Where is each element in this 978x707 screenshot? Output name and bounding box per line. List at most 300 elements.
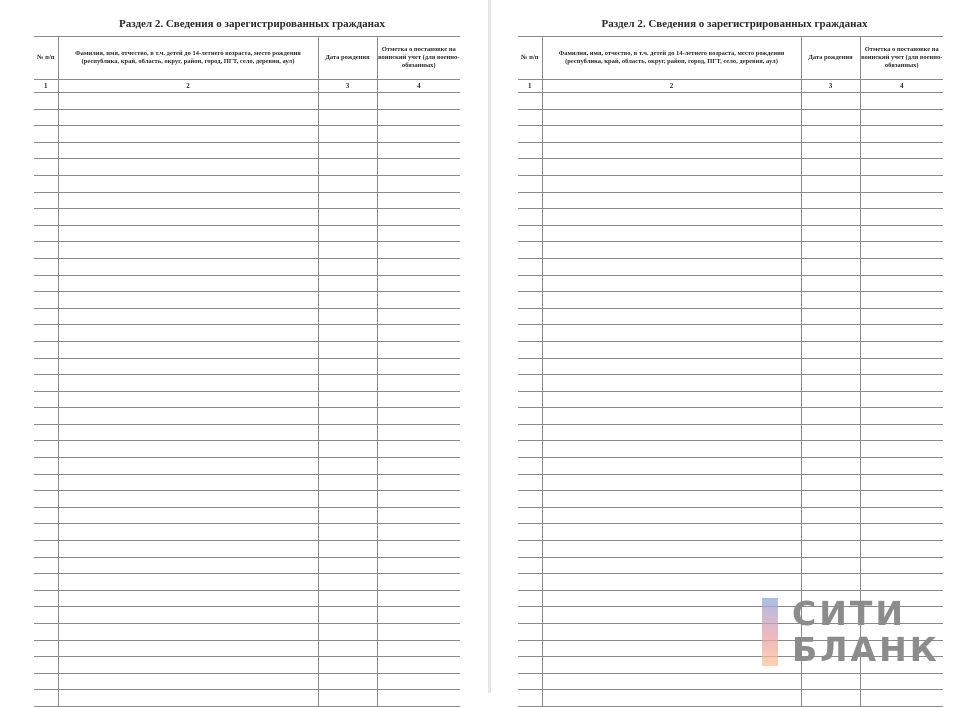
blank-cell bbox=[58, 607, 318, 624]
blank-cell bbox=[318, 574, 377, 591]
blank-cell bbox=[860, 358, 943, 375]
blank-cell bbox=[542, 391, 801, 408]
blank-cell bbox=[801, 225, 860, 242]
blank-cell bbox=[860, 574, 943, 591]
header-row bbox=[34, 37, 460, 80]
logo-text-line-1: СИТИ bbox=[792, 594, 906, 633]
blank-cell bbox=[34, 341, 58, 358]
blank-table-row bbox=[34, 209, 460, 226]
column-header-number: № п/п bbox=[518, 37, 542, 80]
blank-table-row bbox=[34, 574, 460, 591]
blank-cell bbox=[801, 308, 860, 325]
blank-table-row bbox=[34, 391, 460, 408]
blank-cell bbox=[58, 275, 318, 292]
blank-table-row bbox=[34, 408, 460, 425]
blank-cell bbox=[318, 209, 377, 226]
blank-cell bbox=[542, 408, 801, 425]
blank-cell bbox=[34, 657, 58, 674]
blank-cell bbox=[377, 358, 460, 375]
blank-cell bbox=[518, 175, 542, 192]
blank-cell bbox=[377, 640, 460, 657]
blank-cell bbox=[542, 375, 801, 392]
citizens-register-table bbox=[34, 36, 460, 707]
blank-cell bbox=[318, 275, 377, 292]
blank-cell bbox=[34, 242, 58, 259]
blank-cell bbox=[860, 408, 943, 425]
blank-cell bbox=[518, 424, 542, 441]
blank-cell bbox=[58, 424, 318, 441]
blank-cell bbox=[542, 109, 801, 126]
blank-cell bbox=[318, 375, 377, 392]
blank-table-row bbox=[34, 524, 460, 541]
blank-cell bbox=[518, 209, 542, 226]
blank-cell bbox=[34, 590, 58, 607]
blank-cell bbox=[58, 242, 318, 259]
blank-cell bbox=[318, 358, 377, 375]
blank-table-row bbox=[34, 275, 460, 292]
column-header-military-registration: Отметка о постановке на воинский учет (для военно-обязанных) bbox=[377, 37, 460, 80]
blank-cell bbox=[542, 159, 801, 176]
blank-cell bbox=[58, 408, 318, 425]
blank-table-row bbox=[34, 590, 460, 607]
blank-cell bbox=[34, 175, 58, 192]
blank-table-row bbox=[518, 325, 943, 342]
blank-cell bbox=[377, 258, 460, 275]
blank-table-row bbox=[518, 690, 943, 707]
blank-cell bbox=[58, 209, 318, 226]
blank-cell bbox=[860, 690, 943, 707]
blank-cell bbox=[542, 524, 801, 541]
blank-cell bbox=[801, 209, 860, 226]
blank-table-row bbox=[518, 308, 943, 325]
blank-cell bbox=[34, 690, 58, 707]
blank-cell bbox=[377, 375, 460, 392]
blank-cell bbox=[518, 640, 542, 657]
blank-cell bbox=[542, 325, 801, 342]
blank-cell bbox=[377, 624, 460, 641]
blank-cell bbox=[377, 690, 460, 707]
blank-cell bbox=[34, 391, 58, 408]
blank-cell bbox=[518, 275, 542, 292]
blank-cell bbox=[801, 126, 860, 143]
blank-cell bbox=[318, 541, 377, 558]
blank-table-row bbox=[518, 292, 943, 309]
blank-table-row bbox=[518, 673, 943, 690]
blank-cell bbox=[518, 657, 542, 674]
blank-cell bbox=[377, 491, 460, 508]
blank-cell bbox=[377, 275, 460, 292]
blank-cell bbox=[318, 93, 377, 110]
column-header-birth-date: Дата рождения bbox=[801, 37, 860, 80]
blank-cell bbox=[377, 424, 460, 441]
blank-cell bbox=[518, 358, 542, 375]
blank-cell bbox=[318, 673, 377, 690]
blank-cell bbox=[518, 491, 542, 508]
blank-table-row bbox=[518, 275, 943, 292]
blank-cell bbox=[518, 541, 542, 558]
blank-cell bbox=[318, 258, 377, 275]
blank-cell bbox=[860, 109, 943, 126]
blank-table-row bbox=[518, 142, 943, 159]
blank-cell bbox=[860, 258, 943, 275]
blank-cell bbox=[34, 258, 58, 275]
blank-cell bbox=[801, 557, 860, 574]
blank-cell bbox=[801, 341, 860, 358]
blank-cell bbox=[801, 491, 860, 508]
blank-cell bbox=[860, 524, 943, 541]
column-number-row bbox=[518, 80, 943, 93]
blank-cell bbox=[34, 491, 58, 508]
section-title: Раздел 2. Сведения о зарегистрированных гражданах bbox=[601, 18, 868, 30]
blank-cell bbox=[318, 142, 377, 159]
blank-table-row bbox=[34, 126, 460, 143]
blank-table-row bbox=[34, 325, 460, 342]
blank-cell bbox=[58, 673, 318, 690]
blank-cell bbox=[518, 159, 542, 176]
blank-cell bbox=[801, 441, 860, 458]
blank-cell bbox=[34, 142, 58, 159]
blank-cell bbox=[34, 441, 58, 458]
blank-cell bbox=[542, 126, 801, 143]
blank-cell bbox=[801, 159, 860, 176]
blank-cell bbox=[58, 491, 318, 508]
blank-cell bbox=[542, 541, 801, 558]
blank-cell bbox=[318, 341, 377, 358]
blank-cell bbox=[377, 391, 460, 408]
blank-table-row bbox=[34, 93, 460, 110]
blank-cell bbox=[518, 590, 542, 607]
blank-cell bbox=[318, 325, 377, 342]
blank-table-row bbox=[34, 175, 460, 192]
blank-cell bbox=[801, 93, 860, 110]
blank-cell bbox=[801, 690, 860, 707]
blank-cell bbox=[542, 557, 801, 574]
blank-cell bbox=[58, 325, 318, 342]
blank-cell bbox=[377, 341, 460, 358]
blank-cell bbox=[801, 292, 860, 309]
blank-cell bbox=[801, 242, 860, 259]
blank-cell bbox=[860, 175, 943, 192]
blank-cell bbox=[58, 657, 318, 674]
blank-cell bbox=[34, 507, 58, 524]
blank-table-row bbox=[34, 673, 460, 690]
blank-cell bbox=[58, 474, 318, 491]
blank-cell bbox=[542, 175, 801, 192]
blank-cell bbox=[542, 275, 801, 292]
blank-table-row bbox=[34, 557, 460, 574]
blank-cell bbox=[318, 192, 377, 209]
blank-table-row bbox=[518, 375, 943, 392]
blank-table-row bbox=[518, 491, 943, 508]
blank-cell bbox=[542, 458, 801, 475]
blank-cell bbox=[542, 341, 801, 358]
blank-cell bbox=[801, 574, 860, 591]
column-number: 1 bbox=[518, 80, 542, 93]
column-number: 2 bbox=[542, 80, 801, 93]
blank-cell bbox=[518, 441, 542, 458]
blank-table-row bbox=[518, 358, 943, 375]
column-number: 3 bbox=[318, 80, 377, 93]
blank-table-row bbox=[518, 175, 943, 192]
blank-cell bbox=[377, 524, 460, 541]
blank-cell bbox=[318, 109, 377, 126]
blank-table-row bbox=[34, 507, 460, 524]
blank-cell bbox=[318, 292, 377, 309]
blank-cell bbox=[34, 159, 58, 176]
blank-table-row bbox=[34, 458, 460, 475]
blank-cell bbox=[542, 225, 801, 242]
blank-table-row bbox=[518, 574, 943, 591]
blank-table-row bbox=[518, 242, 943, 259]
blank-cell bbox=[518, 225, 542, 242]
left-page bbox=[0, 0, 488, 693]
blank-cell bbox=[34, 275, 58, 292]
blank-table-row bbox=[518, 159, 943, 176]
blank-cell bbox=[860, 292, 943, 309]
blank-cell bbox=[318, 524, 377, 541]
header-row bbox=[518, 37, 943, 80]
blank-cell bbox=[318, 408, 377, 425]
blank-table-row bbox=[518, 557, 943, 574]
blank-cell bbox=[58, 507, 318, 524]
blank-cell bbox=[34, 292, 58, 309]
blank-cell bbox=[58, 441, 318, 458]
blank-cell bbox=[34, 673, 58, 690]
blank-cell bbox=[58, 175, 318, 192]
blank-cell bbox=[377, 126, 460, 143]
blank-cell bbox=[518, 607, 542, 624]
blank-table-row bbox=[34, 159, 460, 176]
blank-cell bbox=[34, 408, 58, 425]
blank-cell bbox=[542, 209, 801, 226]
blank-cell bbox=[34, 458, 58, 475]
blank-cell bbox=[34, 624, 58, 641]
blank-cell bbox=[58, 126, 318, 143]
right-page bbox=[491, 0, 978, 693]
blank-cell bbox=[58, 557, 318, 574]
blank-cell bbox=[377, 142, 460, 159]
column-header-number: № п/п bbox=[34, 37, 58, 80]
blank-table-row bbox=[518, 109, 943, 126]
blank-table-row bbox=[34, 690, 460, 707]
blank-cell bbox=[518, 624, 542, 641]
blank-table-row bbox=[34, 541, 460, 558]
column-header-name-birthplace: Фамилия, имя, отчество, в т.ч. детей до 14-летнего возраста, место рождения (республика, край, область, округ, район, город, ПГТ, село, деревня, аул) bbox=[542, 37, 801, 80]
blank-cell bbox=[377, 408, 460, 425]
blank-cell bbox=[34, 541, 58, 558]
blank-cell bbox=[801, 391, 860, 408]
blank-cell bbox=[318, 391, 377, 408]
blank-table-row bbox=[34, 142, 460, 159]
blank-cell bbox=[318, 225, 377, 242]
column-header-name-birthplace: Фамилия, имя, отчество, в т.ч. детей до 14-летнего возраста, место рождения (республика, край, область, округ, район, город, ПГТ, село, деревня, аул) bbox=[58, 37, 318, 80]
blank-cell bbox=[318, 441, 377, 458]
blank-cell bbox=[58, 640, 318, 657]
citiblank-watermark-logo bbox=[762, 594, 962, 669]
blank-cell bbox=[518, 507, 542, 524]
blank-cell bbox=[58, 292, 318, 309]
blank-cell bbox=[518, 391, 542, 408]
blank-cell bbox=[58, 590, 318, 607]
blank-cell bbox=[801, 325, 860, 342]
blank-table-row bbox=[34, 341, 460, 358]
blank-table-row bbox=[518, 209, 943, 226]
column-header-birth-date: Дата рождения bbox=[318, 37, 377, 80]
blank-cell bbox=[518, 375, 542, 392]
blank-table-row bbox=[518, 192, 943, 209]
blank-cell bbox=[377, 557, 460, 574]
blank-cell bbox=[801, 474, 860, 491]
blank-cell bbox=[58, 258, 318, 275]
blank-cell bbox=[318, 424, 377, 441]
blank-cell bbox=[318, 308, 377, 325]
blank-table-row bbox=[518, 541, 943, 558]
blank-cell bbox=[58, 574, 318, 591]
blank-cell bbox=[542, 292, 801, 309]
blank-cell bbox=[801, 507, 860, 524]
blank-cell bbox=[542, 142, 801, 159]
logo-text-line-2: БЛАНК bbox=[792, 630, 940, 669]
blank-cell bbox=[518, 557, 542, 574]
blank-cell bbox=[377, 590, 460, 607]
blank-cell bbox=[542, 192, 801, 209]
blank-cell bbox=[58, 375, 318, 392]
column-number: 2 bbox=[58, 80, 318, 93]
blank-cell bbox=[860, 275, 943, 292]
blank-cell bbox=[542, 308, 801, 325]
blank-cell bbox=[860, 441, 943, 458]
blank-cell bbox=[860, 126, 943, 143]
blank-cell bbox=[318, 640, 377, 657]
blank-cell bbox=[860, 507, 943, 524]
blank-cell bbox=[860, 424, 943, 441]
blank-cell bbox=[377, 209, 460, 226]
blank-cell bbox=[860, 375, 943, 392]
blank-cell bbox=[542, 673, 801, 690]
register-rows bbox=[34, 93, 460, 707]
logo-color-bar bbox=[762, 598, 778, 666]
blank-table-row bbox=[518, 225, 943, 242]
blank-cell bbox=[377, 657, 460, 674]
blank-cell bbox=[377, 325, 460, 342]
blank-cell bbox=[860, 341, 943, 358]
blank-cell bbox=[34, 308, 58, 325]
blank-cell bbox=[542, 574, 801, 591]
blank-cell bbox=[34, 225, 58, 242]
blank-cell bbox=[318, 607, 377, 624]
column-number: 4 bbox=[377, 80, 460, 93]
blank-cell bbox=[58, 358, 318, 375]
blank-cell bbox=[518, 308, 542, 325]
blank-table-row bbox=[518, 424, 943, 441]
blank-table-row bbox=[34, 358, 460, 375]
blank-table-row bbox=[518, 441, 943, 458]
column-number: 1 bbox=[34, 80, 58, 93]
blank-cell bbox=[801, 142, 860, 159]
blank-cell bbox=[34, 358, 58, 375]
blank-cell bbox=[860, 458, 943, 475]
blank-cell bbox=[860, 541, 943, 558]
blank-cell bbox=[377, 225, 460, 242]
blank-cell bbox=[34, 325, 58, 342]
blank-cell bbox=[518, 408, 542, 425]
blank-cell bbox=[58, 524, 318, 541]
blank-cell bbox=[801, 175, 860, 192]
section-title: Раздел 2. Сведения о зарегистрированных гражданах bbox=[119, 18, 385, 30]
blank-cell bbox=[34, 93, 58, 110]
blank-table-row bbox=[34, 624, 460, 641]
blank-cell bbox=[377, 175, 460, 192]
blank-cell bbox=[318, 491, 377, 508]
blank-cell bbox=[860, 242, 943, 259]
column-number: 3 bbox=[801, 80, 860, 93]
blank-cell bbox=[801, 524, 860, 541]
blank-cell bbox=[318, 175, 377, 192]
blank-table-row bbox=[34, 607, 460, 624]
blank-cell bbox=[58, 225, 318, 242]
blank-cell bbox=[518, 142, 542, 159]
blank-cell bbox=[518, 458, 542, 475]
blank-table-row bbox=[34, 375, 460, 392]
blank-cell bbox=[518, 126, 542, 143]
blank-cell bbox=[860, 192, 943, 209]
blank-cell bbox=[542, 474, 801, 491]
blank-cell bbox=[518, 325, 542, 342]
blank-cell bbox=[377, 458, 460, 475]
blank-cell bbox=[860, 391, 943, 408]
blank-cell bbox=[518, 242, 542, 259]
blank-cell bbox=[860, 325, 943, 342]
blank-cell bbox=[58, 308, 318, 325]
blank-cell bbox=[318, 159, 377, 176]
blank-cell bbox=[377, 574, 460, 591]
blank-cell bbox=[377, 109, 460, 126]
blank-cell bbox=[34, 126, 58, 143]
blank-table-row bbox=[518, 391, 943, 408]
blank-cell bbox=[518, 192, 542, 209]
blank-table-row bbox=[34, 640, 460, 657]
blank-cell bbox=[34, 375, 58, 392]
blank-cell bbox=[58, 541, 318, 558]
blank-cell bbox=[518, 474, 542, 491]
blank-table-row bbox=[34, 225, 460, 242]
blank-cell bbox=[58, 142, 318, 159]
blank-cell bbox=[860, 225, 943, 242]
blank-table-row bbox=[34, 424, 460, 441]
blank-cell bbox=[318, 458, 377, 475]
blank-cell bbox=[377, 441, 460, 458]
blank-cell bbox=[34, 109, 58, 126]
blank-table-row bbox=[518, 474, 943, 491]
blank-cell bbox=[860, 474, 943, 491]
column-number: 4 bbox=[860, 80, 943, 93]
blank-cell bbox=[860, 673, 943, 690]
blank-cell bbox=[801, 375, 860, 392]
blank-cell bbox=[34, 209, 58, 226]
blank-cell bbox=[801, 358, 860, 375]
blank-cell bbox=[58, 159, 318, 176]
blank-table-row bbox=[518, 458, 943, 475]
blank-cell bbox=[801, 424, 860, 441]
blank-table-row bbox=[518, 258, 943, 275]
blank-cell bbox=[801, 109, 860, 126]
blank-cell bbox=[518, 341, 542, 358]
blank-cell bbox=[34, 424, 58, 441]
blank-cell bbox=[542, 690, 801, 707]
blank-cell bbox=[58, 109, 318, 126]
blank-cell bbox=[801, 458, 860, 475]
blank-cell bbox=[518, 574, 542, 591]
